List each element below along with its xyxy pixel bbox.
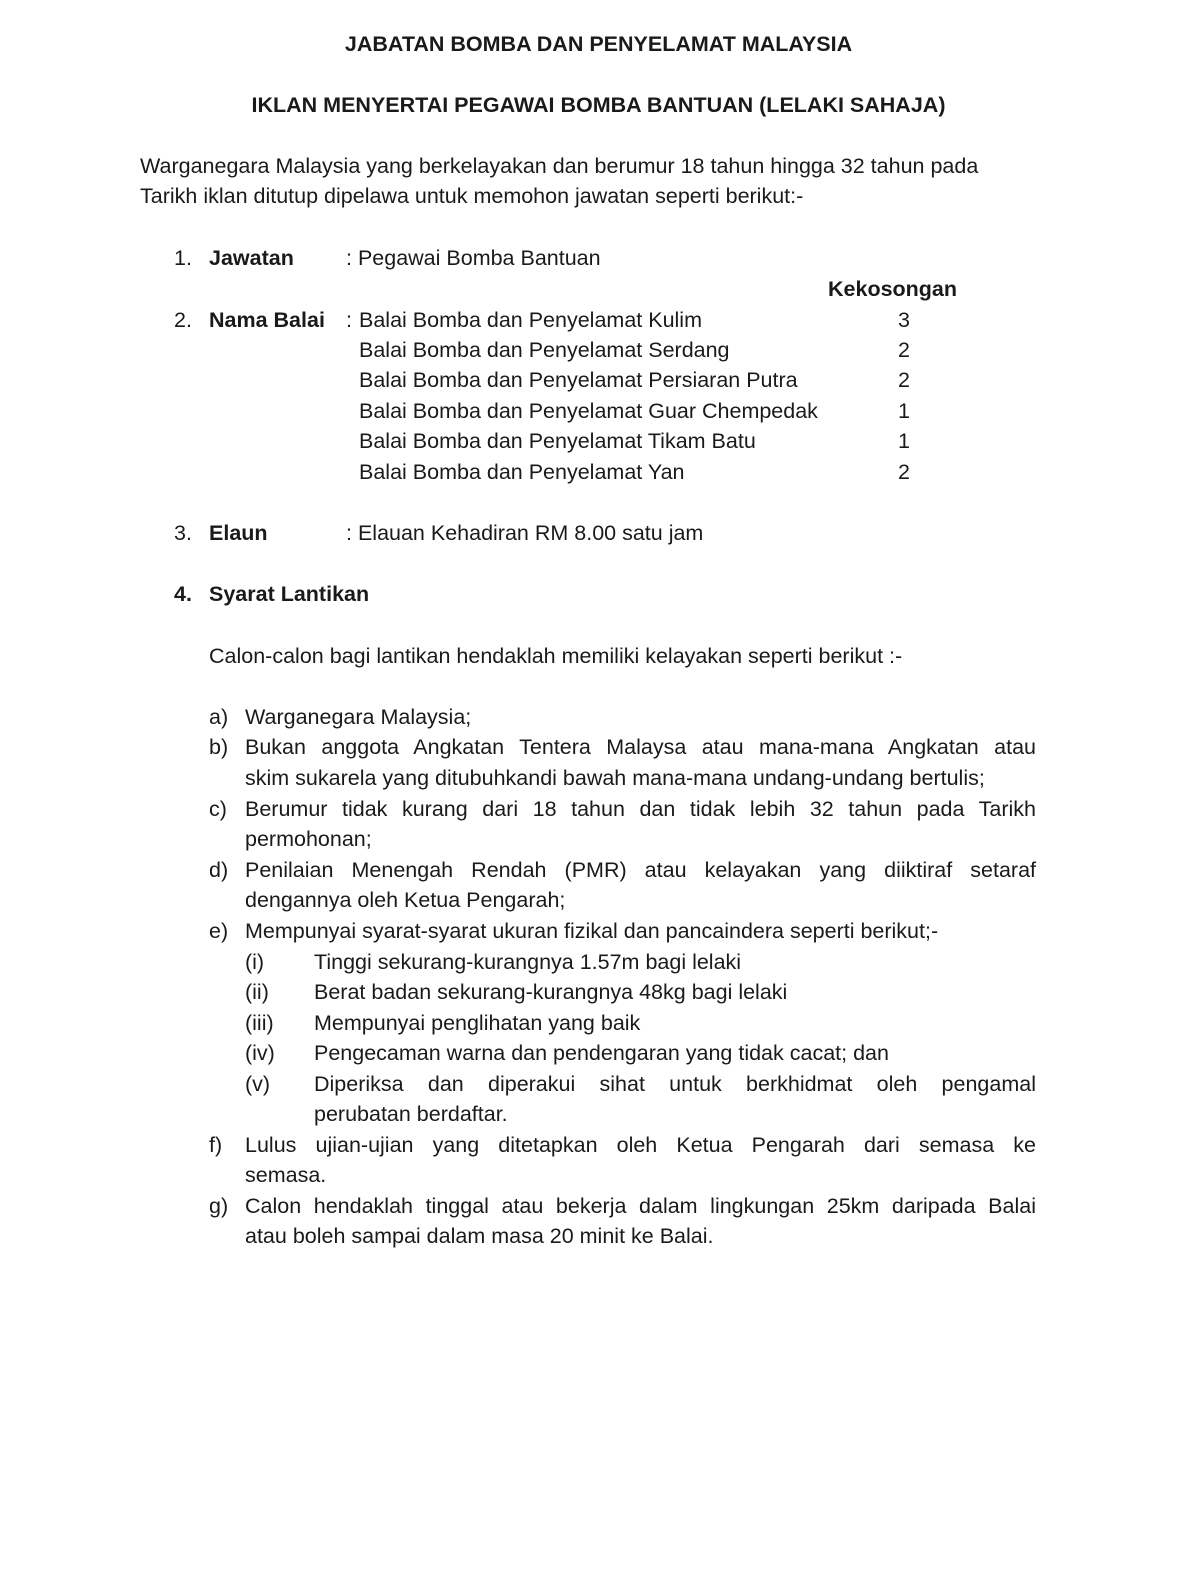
- section-number: 3.: [174, 521, 192, 545]
- intro-line-1: Warganegara Malaysia yang berkelayakan dan berumur 18 tahun hingga 32 tahun pada: [140, 154, 979, 178]
- section-number: 4.: [174, 582, 192, 606]
- vacancy-column-header: Kekosongan: [828, 277, 958, 301]
- list-marker: a): [209, 705, 229, 729]
- station-vacancies: 1: [898, 399, 910, 423]
- section-number: 2.: [174, 308, 192, 332]
- section-value: : Pegawai Bomba Bantuan: [346, 246, 601, 270]
- section-number: 1.: [174, 246, 192, 270]
- requirement-text: atau boleh sampai dalam masa 20 minit ke Balai.: [245, 1224, 714, 1248]
- sub-requirement-text: Pengecaman warna dan pendengaran yang tidak cacat; dan: [314, 1041, 889, 1065]
- section-label: Syarat Lantikan: [209, 582, 370, 606]
- section-label: Elaun: [209, 521, 268, 545]
- section-label: Jawatan: [209, 246, 294, 270]
- requirements-intro: Calon-calon bagi lantikan hendaklah memiliki kelayakan seperti berikut :-: [209, 644, 903, 668]
- list-marker: g): [209, 1194, 229, 1218]
- section-value: : Elauan Kehadiran RM 8.00 satu jam: [346, 521, 704, 545]
- intro-line-2: Tarikh iklan ditutup dipelawa untuk memohon jawatan seperti berikut:-: [140, 184, 804, 208]
- list-marker: f): [209, 1133, 223, 1157]
- sub-requirement-text: Mempunyai penglihatan yang baik: [314, 1011, 641, 1035]
- sub-list-marker: (i): [245, 950, 265, 974]
- section-label: Nama Balai: [209, 308, 325, 332]
- sub-list-marker: (v): [245, 1072, 271, 1096]
- station-name: Balai Bomba dan Penyelamat Yan: [359, 460, 685, 484]
- station-name: Balai Bomba dan Penyelamat Persiaran Putra: [359, 368, 798, 392]
- sub-list-marker: (ii): [245, 980, 269, 1004]
- station-vacancies: 3: [898, 308, 910, 332]
- requirement-text: skim sukarela yang ditubuhkandi bawah mana-mana undang-undang bertulis;: [245, 766, 985, 790]
- station-vacancies: 2: [898, 368, 910, 392]
- organization-heading: JABATAN BOMBA DAN PENYELAMAT MALAYSIA: [344, 32, 853, 56]
- requirement-text: permohonan;: [245, 827, 372, 851]
- list-marker: e): [209, 919, 229, 943]
- list-marker: c): [209, 797, 227, 821]
- sub-requirement-text: Diperiksa dan diperakui sihat untuk berkhidmat oleh pengamal: [314, 1072, 1036, 1096]
- sub-requirement-text: Berat badan sekurang-kurangnya 48kg bagi lelaki: [314, 980, 788, 1004]
- station-name: Balai Bomba dan Penyelamat Kulim: [359, 308, 702, 332]
- sub-list-marker: (iii): [245, 1011, 274, 1035]
- list-marker: b): [209, 735, 229, 759]
- station-name: Balai Bomba dan Penyelamat Tikam Batu: [359, 429, 756, 453]
- station-vacancies: 2: [898, 338, 910, 362]
- sub-requirement-text: perubatan berdaftar.: [314, 1102, 508, 1126]
- requirement-text: dengannya oleh Ketua Pengarah;: [245, 888, 566, 912]
- requirement-text: Warganegara Malaysia;: [245, 705, 472, 729]
- sub-list-marker: (iv): [245, 1041, 275, 1065]
- station-vacancies: 1: [898, 429, 910, 453]
- requirement-text: semasa.: [245, 1163, 327, 1187]
- requirement-text: Calon hendaklah tinggal atau bekerja dalam lingkungan 25km daripada Balai: [245, 1194, 1036, 1218]
- requirement-text: Bukan anggota Angkatan Tentera Malaysa atau mana-mana Angkatan atau: [245, 735, 1036, 759]
- requirement-text: Lulus ujian-ujian yang ditetapkan oleh Ketua Pengarah dari semasa ke: [245, 1133, 1036, 1157]
- requirement-text: Mempunyai syarat-syarat ukuran fizikal dan pancaindera seperti berikut;-: [245, 919, 939, 943]
- station-name: Balai Bomba dan Penyelamat Serdang: [359, 338, 730, 362]
- list-marker: d): [209, 858, 229, 882]
- station-vacancies: 2: [898, 460, 910, 484]
- advertisement-title: IKLAN MENYERTAI PEGAWAI BOMBA BANTUAN (LELAKI SAHAJA): [251, 93, 946, 117]
- requirement-text: Berumur tidak kurang dari 18 tahun dan tidak lebih 32 tahun pada Tarikh: [245, 797, 1036, 821]
- sub-requirement-text: Tinggi sekurang-kurangnya 1.57m bagi lelaki: [314, 950, 742, 974]
- station-name: Balai Bomba dan Penyelamat Guar Chempedak: [359, 399, 818, 423]
- section-colon: :: [346, 308, 352, 332]
- requirement-text: Penilaian Menengah Rendah (PMR) atau kelayakan yang diiktiraf setaraf: [245, 858, 1036, 882]
